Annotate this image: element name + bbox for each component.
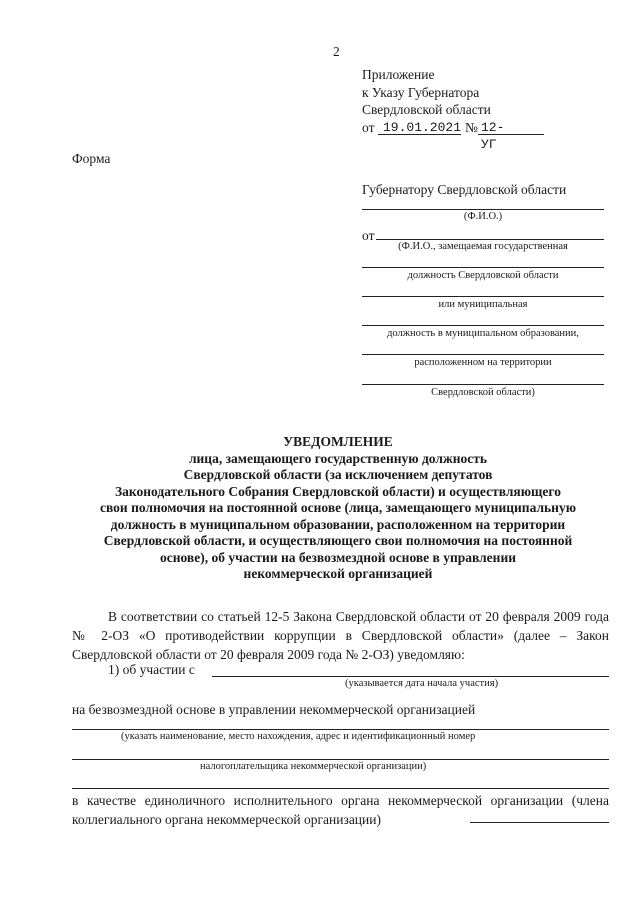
title-line: некоммерческой организацией (243, 566, 433, 581)
title-line: Свердловской области, и осуществляющего свои полномочия на постоянной (103, 533, 573, 548)
page-number: 2 (333, 44, 340, 59)
addressee-hint-6: Свердловской области) (431, 387, 535, 398)
appendix-line-2: к Указу Губернатора (362, 84, 480, 100)
addressee-to: Губернатору Свердловской области (362, 182, 567, 197)
appendix-line-3: Свердловской области (362, 102, 491, 117)
role-line (470, 822, 609, 823)
body-paragraph: В соответствии со статьей 12-5 Закона Свердловской области от 20 февраля 2009 года № 2-ОЗ «О противодействии коррупции в Свердловской области» (далее – Закон Свердловской области от 20 февраля 2009 года № 2-ОЗ) уведомляю: (72, 609, 609, 662)
addressee-line-4 (362, 325, 604, 326)
org-line-1 (72, 729, 609, 730)
title-line: Свердловской области (за исключением депутатов (183, 467, 493, 482)
addressee-hint-1: (Ф.И.О., замещаемая государственная (398, 241, 568, 252)
item1-label: 1) об участии с (108, 662, 195, 677)
number-underline (478, 134, 544, 135)
org-hint-1: (указать наименование, место нахождения, адрес и идентификационный номер (121, 731, 476, 742)
role-text: в качестве единоличного исполнительного органа некоммерческой организации (члена коллегиального органа некоммерческой организации) (72, 793, 609, 827)
addressee-line-3 (362, 296, 604, 297)
appendix-block (362, 66, 505, 152)
date-underline (378, 134, 461, 135)
addressee-hint-3: или муниципальная (438, 299, 528, 310)
basis-text: на безвозмездной основе в управлении некоммерческой организацией (72, 702, 476, 717)
appendix-from-label: от (362, 119, 375, 135)
title-main: УВЕДОМЛЕНИЕ (283, 434, 393, 449)
addressee-line-5 (362, 354, 604, 355)
org-line-3 (72, 788, 609, 789)
title-line: лица, замещающего государственную должность (188, 450, 488, 466)
item1-date-line (212, 676, 609, 677)
document-title (60, 434, 616, 583)
addressee-line-6 (362, 384, 604, 385)
appendix-line-1: Приложение (362, 67, 435, 82)
addressee-hint-5: расположенном на территории (414, 357, 552, 368)
org-hint-2: налогоплательщика некоммерческой организации) (200, 761, 427, 772)
title-line: Законодательного Собрания Свердловской области) и осуществляющего (115, 483, 561, 499)
title-line: свои полномочия на постоянной основе (лица, замещающего муниципальную (99, 500, 577, 515)
org-line-2 (72, 759, 609, 760)
addressee-line-2 (362, 267, 604, 268)
appendix-number-label: № (465, 119, 478, 135)
appendix-number: 12-УГ (481, 119, 505, 152)
title-line: основе), об участии на безвозмездной основе в управлении (159, 549, 517, 565)
item1-hint: (указывается дата начала участия) (345, 678, 499, 689)
addressee-hint-2: должность Свердловской области (407, 270, 559, 281)
fio-line (362, 209, 604, 210)
addressee-from-label: от (362, 228, 375, 243)
form-label: Форма (72, 151, 111, 166)
title-line: должность в муниципальном образовании, расположенном на территории (110, 516, 566, 532)
appendix-date-row (362, 119, 505, 152)
appendix-date: 19.01.2021 (383, 119, 462, 135)
fio-hint: (Ф.И.О.) (463, 211, 503, 222)
from-line (376, 239, 604, 240)
addressee-hint-4: должность в муниципальном образовании, (387, 328, 579, 339)
